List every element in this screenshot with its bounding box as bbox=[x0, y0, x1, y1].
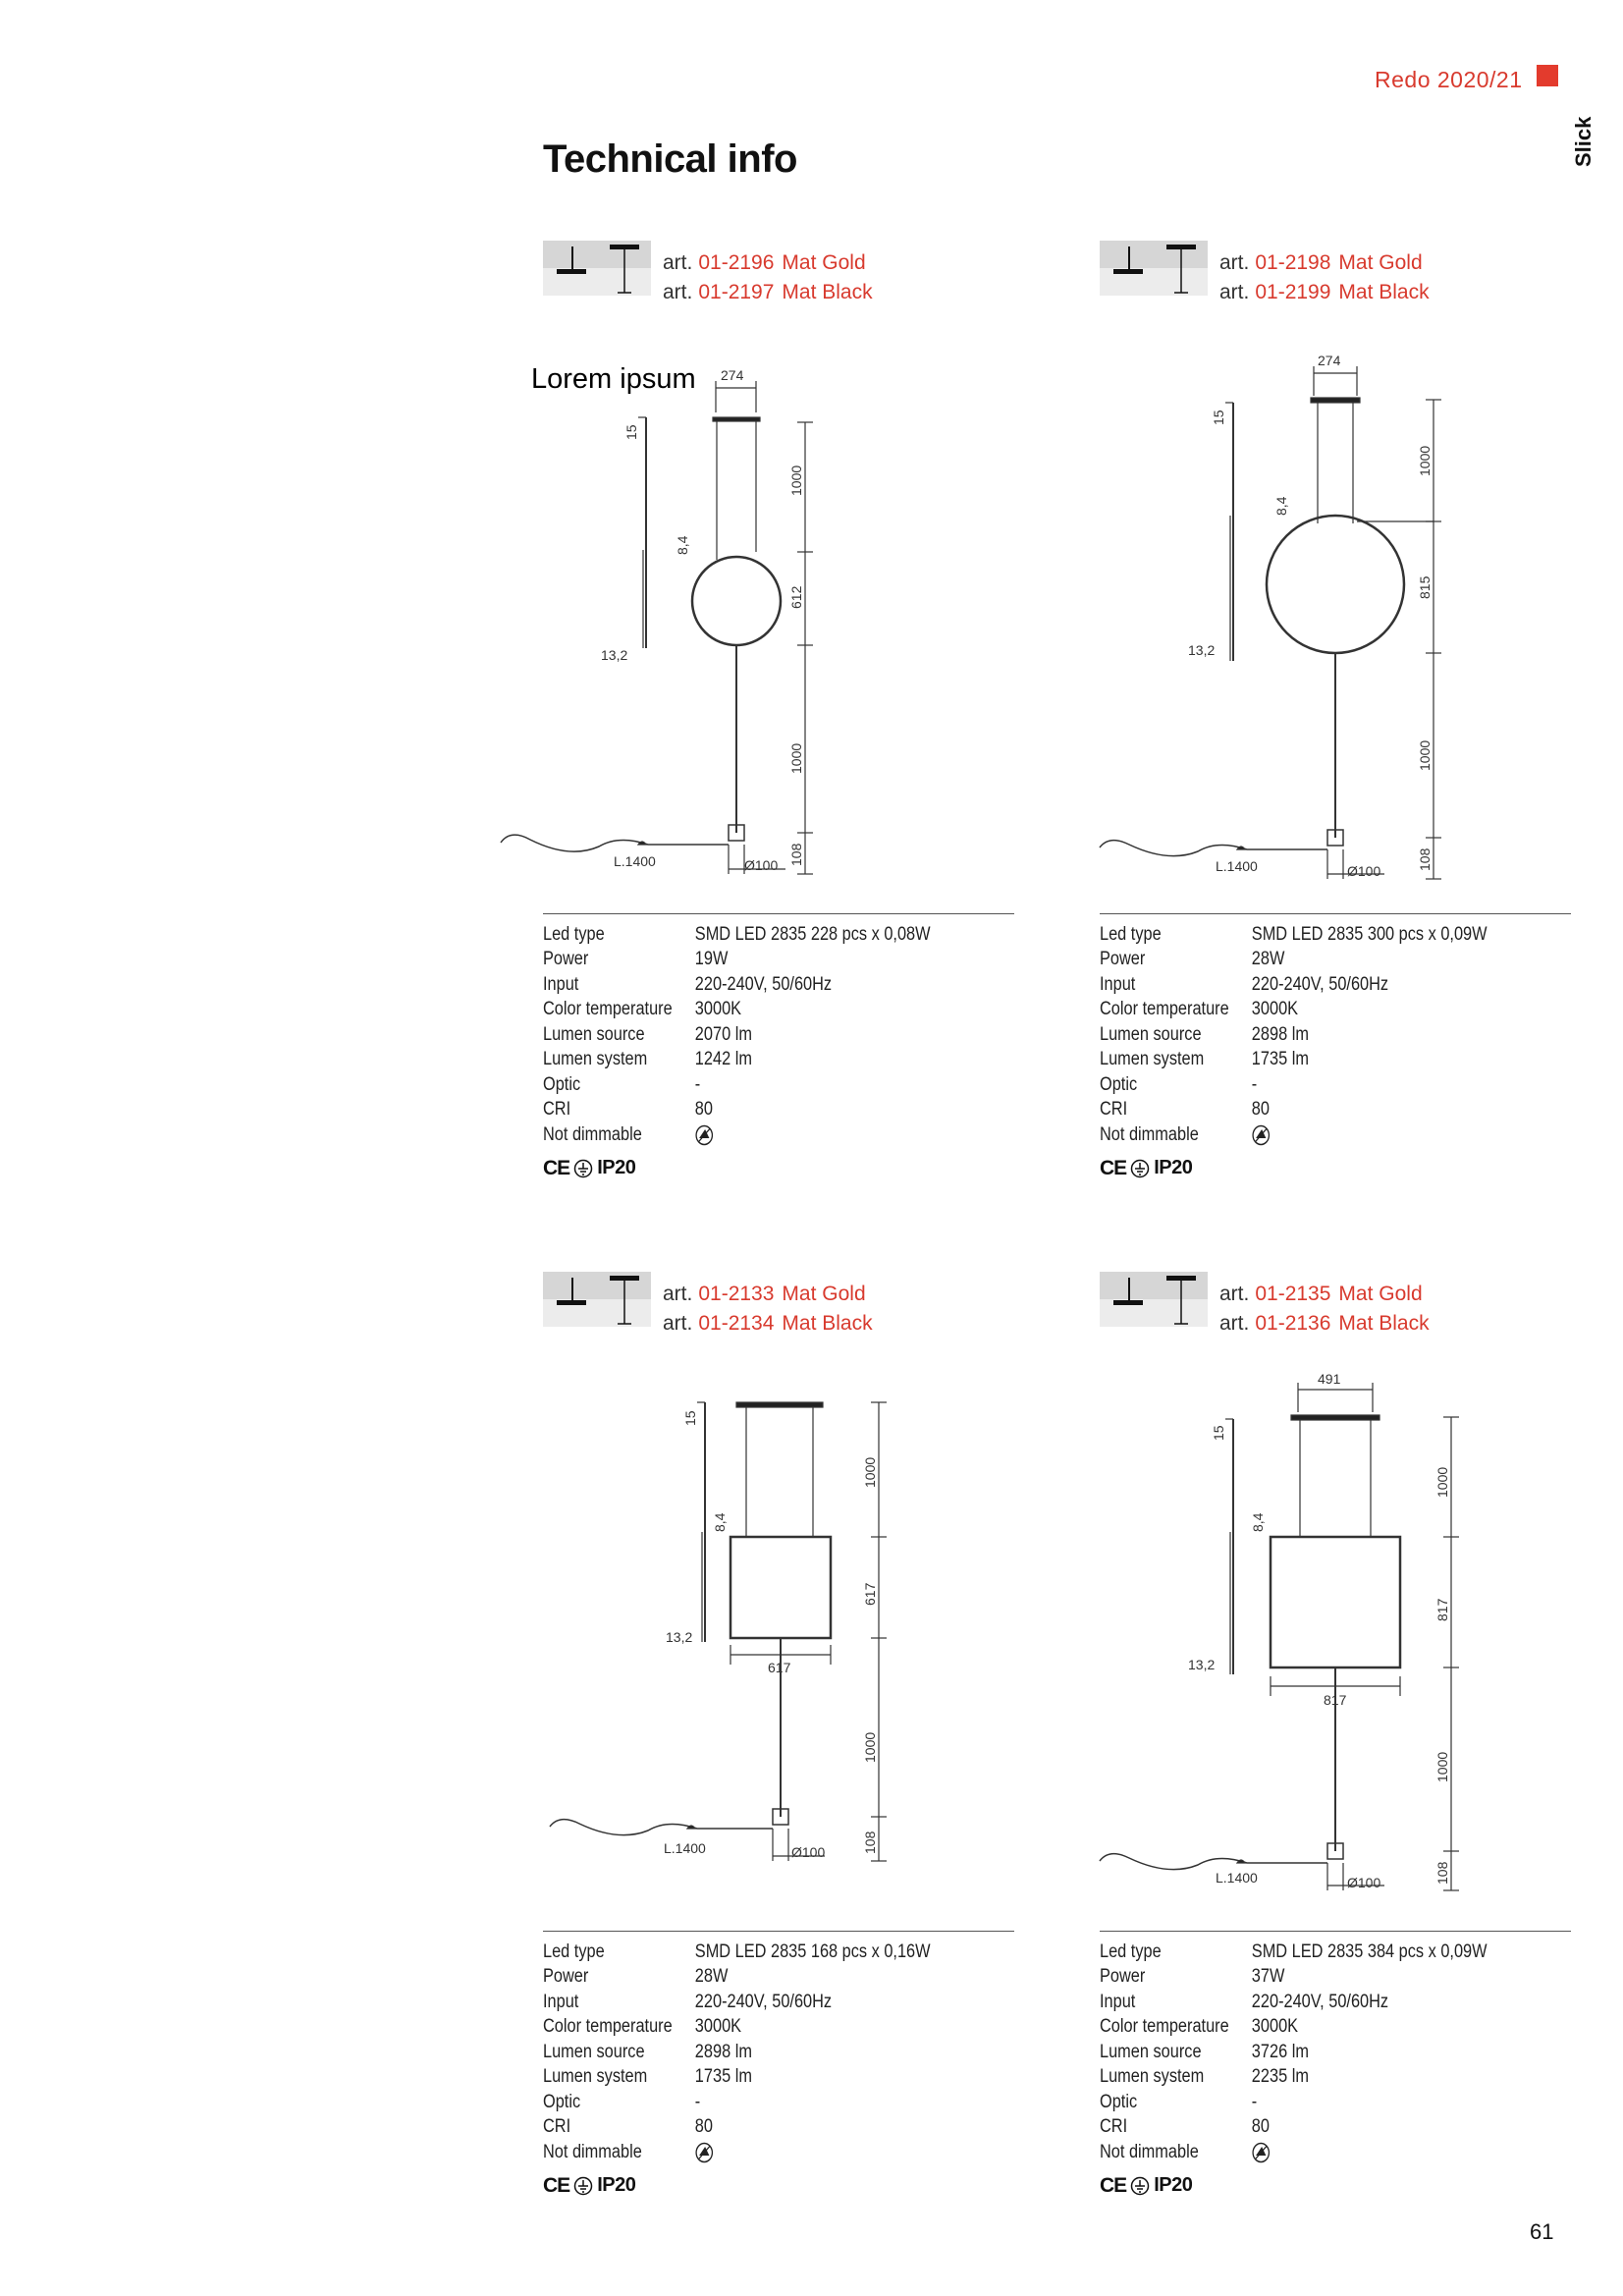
svg-text:1000: 1000 bbox=[788, 465, 804, 496]
spec-row: Led type SMD LED 2835 168 pcs x 0,16W bbox=[543, 1941, 931, 1962]
svg-text:274: 274 bbox=[1318, 353, 1341, 368]
svg-text:Ø100: Ø100 bbox=[1347, 1875, 1381, 1890]
svg-text:491: 491 bbox=[1318, 1371, 1341, 1387]
ce-mark: CE bbox=[1100, 2173, 1127, 2197]
svg-text:1000: 1000 bbox=[862, 1456, 878, 1488]
spec-row: Not dimmable bbox=[1100, 2140, 1505, 2165]
spec-row: Led type SMD LED 2835 300 pcs x 0,09W bbox=[1100, 923, 1488, 945]
spec-row: Color temperature 3000K bbox=[543, 2016, 742, 2038]
svg-text:L.1400: L.1400 bbox=[614, 853, 656, 869]
ground-icon bbox=[1130, 1159, 1150, 1178]
spec-table bbox=[543, 913, 1014, 1183]
svg-text:8,4: 8,4 bbox=[675, 535, 690, 555]
ip-rating: IP20 bbox=[1154, 1157, 1193, 1178]
spec-row: Power 28W bbox=[543, 1966, 729, 1988]
svg-text:612: 612 bbox=[788, 585, 804, 609]
svg-text:1000: 1000 bbox=[788, 742, 804, 774]
article-line: art. 01-2198 Mat Gold bbox=[1219, 251, 1423, 274]
svg-text:8,4: 8,4 bbox=[1273, 496, 1289, 516]
svg-text:617: 617 bbox=[862, 1582, 878, 1606]
article-line: art. 01-2199 Mat Black bbox=[1219, 281, 1430, 303]
spec-row: Optic - bbox=[1100, 1073, 1258, 1095]
svg-text:15: 15 bbox=[682, 1410, 698, 1426]
svg-text:1000: 1000 bbox=[1434, 1466, 1450, 1498]
spec-row: CRI 80 bbox=[543, 1099, 713, 1121]
svg-text:Ø100: Ø100 bbox=[1347, 863, 1381, 879]
mounting-icon bbox=[543, 241, 651, 296]
svg-text:15: 15 bbox=[623, 424, 639, 440]
spec-row: Lumen system 1735 lm bbox=[1100, 1049, 1309, 1070]
svg-text:817: 817 bbox=[1324, 1692, 1347, 1708]
svg-text:Ø100: Ø100 bbox=[791, 1844, 826, 1860]
ce-mark: CE bbox=[543, 1156, 570, 1179]
svg-text:1000: 1000 bbox=[1434, 1751, 1450, 1782]
mounting-icon bbox=[1100, 241, 1208, 296]
spec-row: Input 220-240V, 50/60Hz bbox=[543, 973, 833, 995]
side-tab-label: Slick bbox=[1571, 116, 1596, 167]
article-line: art. 01-2197 Mat Black bbox=[663, 281, 873, 303]
article-line: art. 01-2196 Mat Gold bbox=[663, 251, 866, 274]
cert-row bbox=[1100, 1154, 1571, 1183]
page-title: Technical info bbox=[543, 137, 797, 181]
spec-row: Lumen system 1735 lm bbox=[543, 2066, 752, 2088]
svg-text:108: 108 bbox=[788, 843, 804, 866]
svg-text:8,4: 8,4 bbox=[712, 1512, 728, 1532]
spec-row: CRI 80 bbox=[1100, 2116, 1270, 2138]
article-line: art. 01-2134 Mat Black bbox=[663, 1312, 873, 1335]
spec-row: Optic - bbox=[543, 2091, 701, 2112]
side-tab bbox=[1571, 113, 1623, 172]
svg-text:15: 15 bbox=[1211, 410, 1226, 425]
svg-text:15: 15 bbox=[1211, 1425, 1226, 1441]
not-dimmable-icon bbox=[695, 2142, 714, 2163]
ce-mark: CE bbox=[1100, 1156, 1127, 1179]
spec-row: Color temperature 3000K bbox=[1100, 2016, 1299, 2038]
spec-table bbox=[543, 1931, 1014, 2201]
product-drawing bbox=[491, 363, 844, 894]
spec-row: Lumen source 2898 lm bbox=[1100, 1023, 1309, 1045]
svg-text:13,2: 13,2 bbox=[601, 647, 628, 663]
svg-text:8,4: 8,4 bbox=[1250, 1512, 1266, 1532]
svg-text:L.1400: L.1400 bbox=[1216, 858, 1258, 874]
spec-table bbox=[1100, 913, 1571, 1183]
article-line: art. 01-2136 Mat Black bbox=[1219, 1312, 1430, 1335]
svg-text:13,2: 13,2 bbox=[1188, 642, 1216, 658]
spec-row: CRI 80 bbox=[543, 2116, 713, 2138]
svg-text:108: 108 bbox=[862, 1831, 878, 1854]
cert-row bbox=[543, 1154, 1014, 1183]
article-line: art. 01-2135 Mat Gold bbox=[1219, 1283, 1423, 1305]
spec-row: Led type SMD LED 2835 384 pcs x 0,09W bbox=[1100, 1941, 1488, 1962]
spec-row: Not dimmable bbox=[1100, 1122, 1505, 1148]
spec-row: Led type SMD LED 2835 228 pcs x 0,08W bbox=[543, 923, 931, 945]
svg-text:13,2: 13,2 bbox=[1188, 1657, 1216, 1672]
cert-row bbox=[1100, 2171, 1571, 2201]
spec-row: Lumen source 3726 lm bbox=[1100, 2041, 1309, 2062]
svg-text:13,2: 13,2 bbox=[666, 1629, 693, 1645]
product-drawing bbox=[1090, 349, 1463, 899]
spec-row: Optic - bbox=[1100, 2091, 1258, 2112]
svg-text:1000: 1000 bbox=[1417, 739, 1433, 771]
product-drawing bbox=[1090, 1370, 1483, 1900]
svg-text:617: 617 bbox=[768, 1660, 791, 1675]
spec-row: Input 220-240V, 50/60Hz bbox=[1100, 1991, 1389, 2012]
ground-icon bbox=[573, 1159, 593, 1178]
mounting-icon bbox=[1100, 1272, 1208, 1327]
ip-rating: IP20 bbox=[597, 2174, 636, 2196]
svg-text:1000: 1000 bbox=[862, 1731, 878, 1763]
spec-row: CRI 80 bbox=[1100, 1099, 1270, 1121]
not-dimmable-icon bbox=[1252, 1124, 1271, 1146]
spec-table bbox=[1100, 1931, 1571, 2201]
svg-text:1000: 1000 bbox=[1417, 445, 1433, 476]
spec-row: Power 37W bbox=[1100, 1966, 1285, 1988]
not-dimmable-icon bbox=[1252, 2142, 1271, 2163]
ip-rating: IP20 bbox=[597, 1157, 636, 1178]
spec-row: Lumen source 2070 lm bbox=[543, 1023, 752, 1045]
cert-row bbox=[543, 2171, 1014, 2201]
spec-row: Power 19W bbox=[543, 949, 729, 970]
ground-icon bbox=[573, 2176, 593, 2196]
spec-row: Optic - bbox=[543, 1073, 701, 1095]
svg-text:815: 815 bbox=[1417, 575, 1433, 599]
spec-row: Lumen system 1242 lm bbox=[543, 1049, 752, 1070]
ce-mark: CE bbox=[543, 2173, 570, 2197]
spec-row: Color temperature 3000K bbox=[1100, 999, 1299, 1020]
page-number: 61 bbox=[1530, 2219, 1554, 2244]
spec-row: Power 28W bbox=[1100, 949, 1285, 970]
ip-rating: IP20 bbox=[1154, 2174, 1193, 2196]
svg-text:108: 108 bbox=[1434, 1861, 1450, 1885]
brand-square-icon bbox=[1537, 65, 1558, 86]
svg-text:108: 108 bbox=[1417, 847, 1433, 871]
spec-row: Not dimmable bbox=[543, 2140, 948, 2165]
svg-text:817: 817 bbox=[1434, 1598, 1450, 1621]
spec-row: Color temperature 3000K bbox=[543, 999, 742, 1020]
spec-row: Lumen source 2898 lm bbox=[543, 2041, 752, 2062]
not-dimmable-icon bbox=[695, 1124, 714, 1146]
svg-text:L.1400: L.1400 bbox=[664, 1840, 706, 1856]
brand-line: Redo 2020/21 bbox=[1375, 67, 1523, 92]
spec-row: Input 220-240V, 50/60Hz bbox=[543, 1991, 833, 2012]
spec-row: Not dimmable bbox=[543, 1122, 948, 1148]
mounting-icon bbox=[543, 1272, 651, 1327]
svg-text:274: 274 bbox=[721, 367, 744, 383]
ground-icon bbox=[1130, 2176, 1150, 2196]
svg-text:Ø100: Ø100 bbox=[744, 857, 779, 873]
overlay-text: Lorem ipsum bbox=[531, 363, 696, 395]
article-line: art. 01-2133 Mat Gold bbox=[663, 1283, 866, 1305]
spec-row: Lumen system 2235 lm bbox=[1100, 2066, 1309, 2088]
svg-text:L.1400: L.1400 bbox=[1216, 1870, 1258, 1886]
spec-row: Input 220-240V, 50/60Hz bbox=[1100, 973, 1389, 995]
product-drawing bbox=[540, 1385, 893, 1886]
